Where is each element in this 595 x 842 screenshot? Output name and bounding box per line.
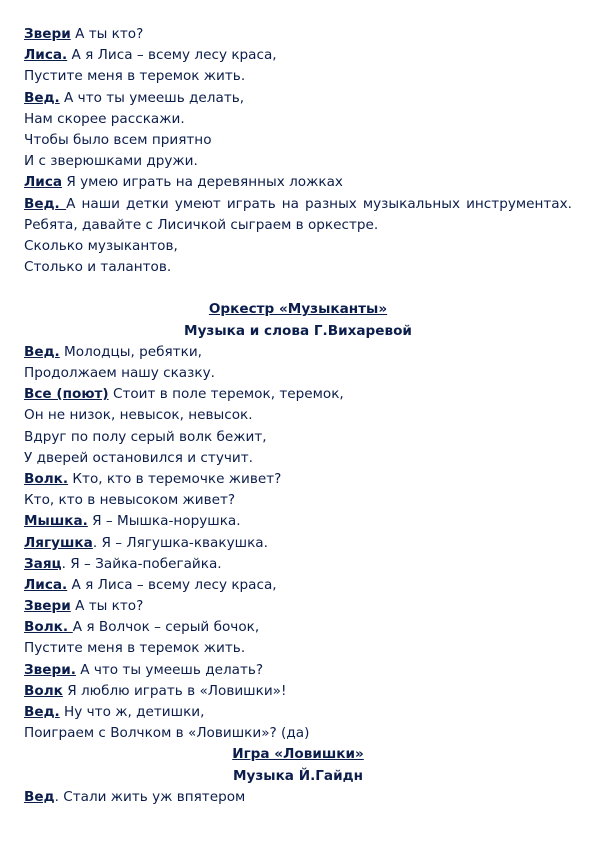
dialogue-line [24, 151, 572, 172]
dialogue-line [24, 66, 572, 87]
line-text: А наши детки умеют играть на разных музыкальных инструментах. Ребята, давайте с Лисичкой сыграем в оркестре. [24, 195, 572, 233]
line-text: А я Лиса – всему лесу краса, [67, 47, 277, 64]
speaker-name: Лиса. [24, 47, 68, 64]
speaker-name: Все (поют) [24, 386, 109, 403]
line-text: А что ты умеешь делать? [75, 661, 264, 678]
speaker-name: Волк. [24, 619, 73, 636]
speaker-name: Заяц [24, 555, 62, 572]
dialogue-line [24, 384, 572, 405]
line-text: Молодцы, ребятки, [59, 343, 202, 360]
dialogue-line [24, 172, 572, 193]
dialogue-line [24, 575, 572, 596]
line-text: . Я – Лягушка-квакушка. [92, 534, 268, 551]
dialogue-line [24, 596, 572, 617]
speaker-name: Вед [24, 788, 55, 805]
speaker-name: Волк. [24, 470, 69, 487]
speaker-name: Звери [24, 598, 71, 615]
speaker-name: Звери. [24, 661, 76, 678]
speaker-name: Вед. [24, 343, 60, 360]
line-text: Вдруг по полу серый волк бежит, [24, 428, 267, 445]
speaker-name: Звери [24, 26, 71, 42]
line-text: Пустите меня в теремок жить. [24, 68, 246, 85]
dialogue-line [24, 617, 572, 638]
dialogue-line [24, 236, 572, 257]
line-text: Сколько музыкантов, [24, 237, 178, 254]
section-subtitle: Музыка и слова Г.Вихаревой [184, 322, 412, 339]
dialogue-paragraph [24, 194, 572, 236]
speaker-name: Волк [24, 682, 63, 699]
line-text: У дверей остановился и стучит. [24, 449, 253, 466]
line-text: Поиграем с Волчком в «Ловишки»? (да) [24, 725, 310, 742]
spacer [24, 278, 572, 299]
line-text: Нам скорее расскажи. [24, 110, 185, 127]
dialogue-line [24, 533, 572, 554]
line-text: Пустите меня в теремок жить. [24, 640, 246, 657]
line-text: А ты кто? [70, 598, 144, 615]
line-text: А я Волчок – серый бочок, [72, 619, 260, 636]
speaker-name: Вед. [24, 704, 60, 721]
line-text: Кто, кто в невысоком живет? [24, 492, 236, 509]
dialogue-line [24, 787, 572, 808]
line-text: Он не низок, невысок, невысок. [24, 407, 253, 424]
line-text: Я – Мышка-норушка. [87, 513, 241, 530]
dialogue-line [24, 130, 572, 151]
dialogue-line [24, 702, 572, 723]
dialogue-line [24, 109, 572, 130]
line-text: Продолжаем нашу сказку. [24, 365, 215, 382]
dialogue-line [24, 469, 572, 490]
dialogue-line [24, 24, 572, 45]
dialogue-line [24, 681, 572, 702]
dialogue-line [24, 257, 572, 278]
line-text: Я люблю играть в «Ловишки»! [62, 682, 287, 699]
line-text: Я умею играть на деревянных ложках [62, 174, 343, 191]
dialogue-line [24, 490, 572, 511]
line-text: Стоит в поле теремок, теремок, [108, 386, 344, 403]
document-page [24, 24, 572, 808]
game-title: Игра «Ловишки» [232, 746, 364, 763]
dialogue-line [24, 405, 572, 426]
speaker-name: Вед. [24, 195, 67, 212]
dialogue-line [24, 88, 572, 109]
dialogue-line [24, 511, 572, 532]
dialogue-line [24, 723, 572, 744]
speaker-name: Мышка. [24, 513, 88, 530]
line-text: А что ты умеешь делать, [59, 89, 245, 106]
orchestra-title: Оркестр «Музыканты» [208, 301, 388, 318]
dialogue-line [24, 554, 572, 575]
speaker-name: Лиса [24, 174, 63, 191]
line-text: . Я – Зайка-побегайка. [61, 555, 222, 572]
dialogue-line [24, 45, 572, 66]
dialogue-line [24, 363, 572, 384]
section-title [24, 744, 572, 765]
section-title [24, 299, 572, 320]
line-text: А я Лиса – всему лесу краса, [67, 576, 277, 593]
speaker-name: Лиса. [24, 576, 68, 593]
dialogue-line [24, 342, 572, 363]
line-text: Столько и талантов. [24, 259, 172, 276]
dialogue-line [24, 448, 572, 469]
line-text: Ну что ж, детишки, [59, 704, 205, 721]
section-subtitle: Музыка Й.Гайдн [233, 767, 363, 784]
speaker-name: Лягушка [24, 534, 93, 551]
line-text: Чтобы было всем приятно [24, 131, 212, 148]
line-text: И с зверюшками дружи. [24, 153, 198, 170]
line-text: А ты кто? [70, 26, 144, 42]
dialogue-line [24, 638, 572, 659]
speaker-name: Вед. [24, 89, 60, 106]
line-text: . Стали жить уж впятером [54, 788, 246, 805]
dialogue-line [24, 660, 572, 681]
line-text: Кто, кто в теремочке живет? [68, 470, 282, 487]
dialogue-line [24, 427, 572, 448]
